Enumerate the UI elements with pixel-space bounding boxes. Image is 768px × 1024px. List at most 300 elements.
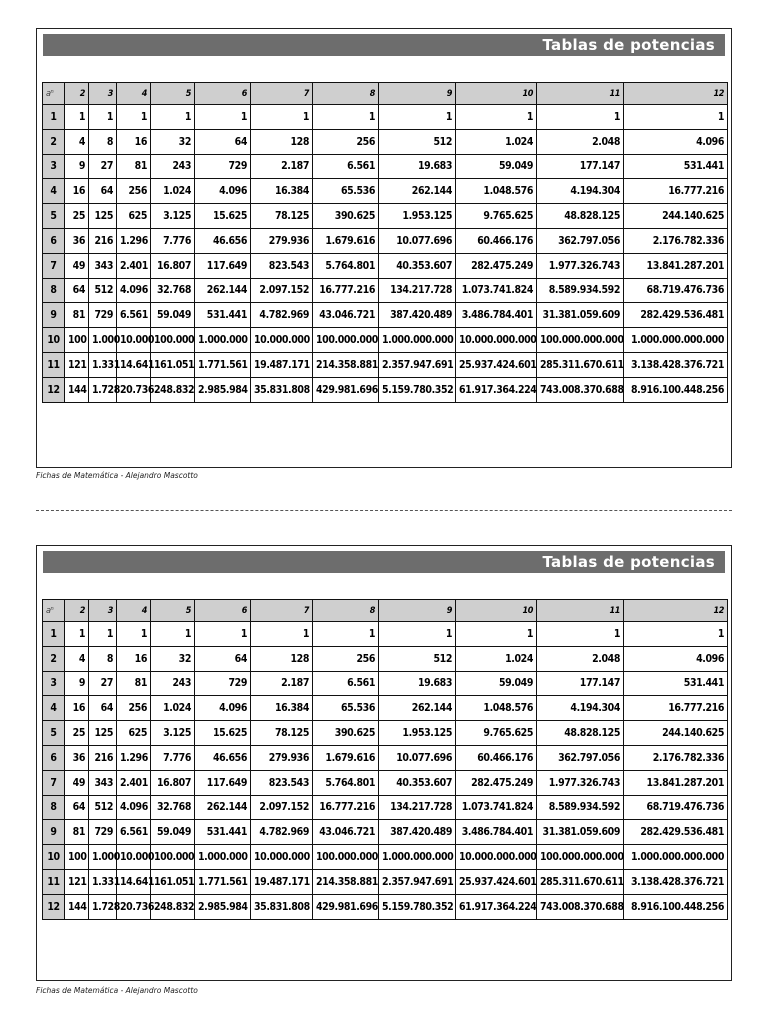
power-cell: 1	[151, 105, 195, 130]
power-cell: 68.719.476.736	[624, 278, 728, 303]
table-row	[43, 696, 728, 721]
power-cell: 64	[195, 129, 251, 154]
power-cell: 8	[89, 646, 117, 671]
power-cell: 8.589.934.592	[537, 278, 624, 303]
power-cell: 282.429.536.481	[624, 820, 728, 845]
power-cell: 32.768	[151, 278, 195, 303]
power-cell: 27	[89, 154, 117, 179]
power-cell: 1	[379, 105, 456, 130]
power-cell: 4.194.304	[537, 696, 624, 721]
power-cell: 729	[195, 671, 251, 696]
power-cell: 43.046.721	[313, 303, 379, 328]
power-cell: 7.776	[151, 228, 195, 253]
power-cell: 121	[65, 869, 89, 894]
power-cell: 1	[624, 622, 728, 647]
power-table	[42, 82, 728, 403]
base-header: 10	[43, 328, 65, 353]
power-cell: 1	[456, 105, 537, 130]
power-cell: 248.832	[151, 894, 195, 919]
power-cell: 1.000.000	[195, 845, 251, 870]
power-cell: 3.138.428.376.721	[624, 352, 728, 377]
table-row	[43, 820, 728, 845]
base-header: 2	[43, 129, 65, 154]
power-cell: 5.764.801	[313, 253, 379, 278]
power-cell: 134.217.728	[379, 795, 456, 820]
power-cell: 1.296	[117, 745, 151, 770]
power-cell: 1	[195, 105, 251, 130]
power-table-sheet-top	[36, 28, 732, 468]
power-cell: 10.000.000.000	[456, 845, 537, 870]
power-cell: 100.000	[151, 328, 195, 353]
power-cell: 9	[65, 154, 89, 179]
power-cell: 343	[89, 770, 117, 795]
power-cell: 390.625	[313, 721, 379, 746]
power-cell: 59.049	[151, 303, 195, 328]
base-header: 2	[43, 646, 65, 671]
power-cell: 1.728	[89, 894, 117, 919]
power-cell: 10.000.000.000	[456, 328, 537, 353]
power-cell: 531.441	[195, 303, 251, 328]
base-header: 7	[43, 770, 65, 795]
power-cell: 19.487.171	[251, 352, 313, 377]
power-cell: 121	[65, 352, 89, 377]
power-cell: 244.140.625	[624, 721, 728, 746]
power-cell: 729	[195, 154, 251, 179]
power-cell: 2.048	[537, 646, 624, 671]
table-row	[43, 845, 728, 870]
power-cell: 1.000.000.000.000	[624, 845, 728, 870]
table-row	[43, 105, 728, 130]
power-cell: 35.831.808	[251, 377, 313, 402]
power-cell: 729	[89, 303, 117, 328]
power-cell: 531.441	[624, 671, 728, 696]
power-cell: 65.536	[313, 179, 379, 204]
power-cell: 78.125	[251, 204, 313, 229]
power-cell: 1	[251, 105, 313, 130]
power-cell: 823.543	[251, 770, 313, 795]
power-cell: 16.384	[251, 179, 313, 204]
power-cell: 128	[251, 646, 313, 671]
power-cell: 4.096	[195, 179, 251, 204]
power-cell: 1.000.000.000	[379, 845, 456, 870]
power-cell: 10.000.000	[251, 328, 313, 353]
power-cell: 81	[117, 671, 151, 696]
power-cell: 4.096	[624, 646, 728, 671]
power-cell: 823.543	[251, 253, 313, 278]
power-cell: 429.981.696	[313, 377, 379, 402]
cut-line	[36, 510, 732, 511]
power-cell: 9	[65, 671, 89, 696]
power-cell: 1.977.326.743	[537, 253, 624, 278]
power-cell: 214.358.881	[313, 869, 379, 894]
power-cell: 144	[65, 894, 89, 919]
power-cell: 1.679.616	[313, 745, 379, 770]
power-cell: 1.000	[89, 328, 117, 353]
power-cell: 1.073.741.824	[456, 795, 537, 820]
power-cell: 78.125	[251, 721, 313, 746]
table-row	[43, 129, 728, 154]
power-cell: 64	[65, 278, 89, 303]
exponent-header: 8	[313, 83, 379, 105]
power-cell: 14.641	[117, 869, 151, 894]
power-cell: 16.807	[151, 253, 195, 278]
power-table-sheet-bottom	[36, 545, 732, 981]
table-row	[43, 646, 728, 671]
power-cell: 279.936	[251, 745, 313, 770]
power-cell: 2.985.984	[195, 894, 251, 919]
power-cell: 512	[379, 646, 456, 671]
power-cell: 19.487.171	[251, 869, 313, 894]
power-cell: 10.077.696	[379, 745, 456, 770]
power-cell: 5.159.780.352	[379, 377, 456, 402]
power-cell: 2.097.152	[251, 795, 313, 820]
power-cell: 1.024	[456, 646, 537, 671]
power-cell: 1.000.000.000	[379, 328, 456, 353]
power-cell: 4	[65, 646, 89, 671]
power-cell: 387.420.489	[379, 303, 456, 328]
power-cell: 1.048.576	[456, 179, 537, 204]
corner-label: aⁿ	[43, 600, 65, 622]
power-cell: 1.679.616	[313, 228, 379, 253]
power-cell: 387.420.489	[379, 820, 456, 845]
power-cell: 2.187	[251, 671, 313, 696]
power-cell: 10.000	[117, 328, 151, 353]
table-row	[43, 745, 728, 770]
power-cell: 35.831.808	[251, 894, 313, 919]
power-cell: 25	[65, 204, 89, 229]
power-cell: 256	[117, 179, 151, 204]
power-cell: 25.937.424.601	[456, 869, 537, 894]
base-header: 4	[43, 696, 65, 721]
base-header: 12	[43, 377, 65, 402]
power-cell: 743.008.370.688	[537, 377, 624, 402]
power-cell: 3.125	[151, 721, 195, 746]
power-cell: 64	[65, 795, 89, 820]
power-cell: 1.000	[89, 845, 117, 870]
power-cell: 20.736	[117, 377, 151, 402]
power-cell: 262.144	[195, 795, 251, 820]
power-cell: 2.401	[117, 770, 151, 795]
power-cell: 1	[65, 622, 89, 647]
base-header: 9	[43, 820, 65, 845]
power-cell: 32	[151, 646, 195, 671]
power-cell: 59.049	[456, 154, 537, 179]
power-cell: 117.649	[195, 770, 251, 795]
base-header: 8	[43, 795, 65, 820]
power-cell: 2.985.984	[195, 377, 251, 402]
power-cell: 81	[65, 820, 89, 845]
power-cell: 9.765.625	[456, 204, 537, 229]
exponent-header: 5	[151, 83, 195, 105]
power-cell: 1.771.561	[195, 352, 251, 377]
table-row	[43, 303, 728, 328]
table-row	[43, 894, 728, 919]
power-cell: 2.357.947.691	[379, 869, 456, 894]
exponent-header: 4	[117, 600, 151, 622]
power-cell: 16	[65, 179, 89, 204]
exponent-header: 9	[379, 600, 456, 622]
power-cell: 100	[65, 845, 89, 870]
power-cell: 36	[65, 228, 89, 253]
power-cell: 43.046.721	[313, 820, 379, 845]
power-cell: 216	[89, 228, 117, 253]
power-cell: 15.625	[195, 721, 251, 746]
power-cell: 64	[195, 646, 251, 671]
power-cell: 6.561	[117, 303, 151, 328]
power-cell: 65.536	[313, 696, 379, 721]
power-cell: 48.828.125	[537, 721, 624, 746]
power-cell: 40.353.607	[379, 253, 456, 278]
exponent-header: 8	[313, 600, 379, 622]
power-cell: 1	[89, 105, 117, 130]
power-cell: 49	[65, 253, 89, 278]
exponent-header: 3	[89, 83, 117, 105]
power-cell: 81	[117, 154, 151, 179]
power-cell: 1	[65, 105, 89, 130]
table-row	[43, 671, 728, 696]
power-cell: 16.807	[151, 770, 195, 795]
power-cell: 125	[89, 204, 117, 229]
table-row	[43, 377, 728, 402]
power-cell: 256	[117, 696, 151, 721]
table-row	[43, 179, 728, 204]
base-header: 11	[43, 869, 65, 894]
power-cell: 3.486.784.401	[456, 820, 537, 845]
power-cell: 4.096	[624, 129, 728, 154]
exponent-header: 10	[456, 600, 537, 622]
exponent-header: 12	[624, 600, 728, 622]
power-cell: 36	[65, 745, 89, 770]
power-cell: 81	[65, 303, 89, 328]
power-cell: 4.782.969	[251, 820, 313, 845]
power-cell: 59.049	[151, 820, 195, 845]
power-cell: 32.768	[151, 795, 195, 820]
power-cell: 1.953.125	[379, 721, 456, 746]
table-row	[43, 721, 728, 746]
exponent-header: 7	[251, 600, 313, 622]
exponent-header: 12	[624, 83, 728, 105]
exponent-header-row	[43, 83, 728, 105]
table-row	[43, 352, 728, 377]
power-cell: 13.841.287.201	[624, 253, 728, 278]
table-row	[43, 770, 728, 795]
power-cell: 429.981.696	[313, 894, 379, 919]
power-cell: 1.000.000	[195, 328, 251, 353]
base-header: 1	[43, 622, 65, 647]
power-cell: 625	[117, 204, 151, 229]
power-cell: 60.466.176	[456, 228, 537, 253]
power-cell: 125	[89, 721, 117, 746]
power-cell: 25.937.424.601	[456, 352, 537, 377]
exponent-header-row	[43, 600, 728, 622]
power-cell: 3.125	[151, 204, 195, 229]
power-cell: 177.147	[537, 154, 624, 179]
power-cell: 1	[624, 105, 728, 130]
power-cell: 2.401	[117, 253, 151, 278]
power-cell: 134.217.728	[379, 278, 456, 303]
power-cell: 49	[65, 770, 89, 795]
footer-credit: Fichas de Matemática - Alejandro Mascotto	[36, 986, 198, 995]
power-cell: 729	[89, 820, 117, 845]
power-cell: 64	[89, 696, 117, 721]
exponent-header: 11	[537, 83, 624, 105]
power-cell: 27	[89, 671, 117, 696]
power-cell: 248.832	[151, 377, 195, 402]
power-cell: 243	[151, 671, 195, 696]
power-cell: 61.917.364.224	[456, 894, 537, 919]
power-cell: 282.475.249	[456, 770, 537, 795]
power-cell: 1.024	[456, 129, 537, 154]
exponent-header: 2	[65, 83, 89, 105]
corner-label: aⁿ	[43, 83, 65, 105]
power-cell: 46.656	[195, 745, 251, 770]
power-cell: 531.441	[195, 820, 251, 845]
power-cell: 16	[117, 646, 151, 671]
power-cell: 1	[313, 622, 379, 647]
power-cell: 262.144	[379, 179, 456, 204]
power-cell: 362.797.056	[537, 745, 624, 770]
power-cell: 6.561	[313, 154, 379, 179]
power-cell: 1	[117, 105, 151, 130]
exponent-header: 6	[195, 83, 251, 105]
base-header: 6	[43, 228, 65, 253]
power-cell: 2.357.947.691	[379, 352, 456, 377]
power-cell: 4.096	[195, 696, 251, 721]
table-row	[43, 204, 728, 229]
power-cell: 8.916.100.448.256	[624, 377, 728, 402]
power-cell: 16.384	[251, 696, 313, 721]
power-cell: 1	[117, 622, 151, 647]
exponent-header: 5	[151, 600, 195, 622]
power-cell: 5.764.801	[313, 770, 379, 795]
power-cell: 2.187	[251, 154, 313, 179]
base-header: 3	[43, 671, 65, 696]
power-cell: 6.561	[117, 820, 151, 845]
power-cell: 4.782.969	[251, 303, 313, 328]
power-cell: 1.728	[89, 377, 117, 402]
table-row	[43, 228, 728, 253]
base-header: 7	[43, 253, 65, 278]
power-cell: 117.649	[195, 253, 251, 278]
base-header: 8	[43, 278, 65, 303]
power-cell: 10.000.000	[251, 845, 313, 870]
power-cell: 59.049	[456, 671, 537, 696]
power-cell: 2.176.782.336	[624, 228, 728, 253]
power-cell: 161.051	[151, 869, 195, 894]
exponent-header: 11	[537, 600, 624, 622]
power-cell: 4.096	[117, 795, 151, 820]
power-cell: 14.641	[117, 352, 151, 377]
power-cell: 1	[89, 622, 117, 647]
power-cell: 343	[89, 253, 117, 278]
power-cell: 16.777.216	[313, 795, 379, 820]
power-cell: 32	[151, 129, 195, 154]
power-cell: 46.656	[195, 228, 251, 253]
power-cell: 262.144	[195, 278, 251, 303]
power-cell: 4.096	[117, 278, 151, 303]
sheet-title: Tablas de potencias	[43, 551, 725, 573]
power-cell: 31.381.059.609	[537, 303, 624, 328]
power-cell: 1.048.576	[456, 696, 537, 721]
power-cell: 9.765.625	[456, 721, 537, 746]
power-cell: 1	[537, 105, 624, 130]
base-header: 1	[43, 105, 65, 130]
power-cell: 144	[65, 377, 89, 402]
power-cell: 8	[89, 129, 117, 154]
power-cell: 1	[379, 622, 456, 647]
power-cell: 625	[117, 721, 151, 746]
power-cell: 100.000.000	[313, 328, 379, 353]
power-cell: 1	[151, 622, 195, 647]
power-cell: 531.441	[624, 154, 728, 179]
power-cell: 1	[251, 622, 313, 647]
power-cell: 8.916.100.448.256	[624, 894, 728, 919]
power-cell: 1.000.000.000.000	[624, 328, 728, 353]
power-cell: 1.331	[89, 352, 117, 377]
power-cell: 285.311.670.611	[537, 869, 624, 894]
power-cell: 16	[117, 129, 151, 154]
base-header: 5	[43, 721, 65, 746]
power-cell: 512	[89, 278, 117, 303]
power-cell: 1	[195, 622, 251, 647]
power-cell: 3.138.428.376.721	[624, 869, 728, 894]
power-table	[42, 599, 728, 920]
power-cell: 279.936	[251, 228, 313, 253]
power-cell: 100	[65, 328, 89, 353]
power-cell: 31.381.059.609	[537, 820, 624, 845]
power-cell: 512	[89, 795, 117, 820]
exponent-header: 9	[379, 83, 456, 105]
power-cell: 4	[65, 129, 89, 154]
base-header: 12	[43, 894, 65, 919]
table-row	[43, 154, 728, 179]
table-row	[43, 869, 728, 894]
base-header: 3	[43, 154, 65, 179]
power-cell: 20.736	[117, 894, 151, 919]
power-cell: 16.777.216	[313, 278, 379, 303]
power-cell: 60.466.176	[456, 745, 537, 770]
power-cell: 390.625	[313, 204, 379, 229]
power-cell: 743.008.370.688	[537, 894, 624, 919]
exponent-header: 4	[117, 83, 151, 105]
power-cell: 282.429.536.481	[624, 303, 728, 328]
power-cell: 6.561	[313, 671, 379, 696]
power-cell: 68.719.476.736	[624, 795, 728, 820]
power-cell: 1	[456, 622, 537, 647]
power-cell: 362.797.056	[537, 228, 624, 253]
power-cell: 40.353.607	[379, 770, 456, 795]
table-row	[43, 253, 728, 278]
power-cell: 161.051	[151, 352, 195, 377]
power-cell: 8.589.934.592	[537, 795, 624, 820]
base-header: 10	[43, 845, 65, 870]
power-cell: 214.358.881	[313, 352, 379, 377]
power-cell: 1.331	[89, 869, 117, 894]
power-cell: 243	[151, 154, 195, 179]
base-header: 11	[43, 352, 65, 377]
power-cell: 1.024	[151, 179, 195, 204]
table-row	[43, 278, 728, 303]
power-cell: 7.776	[151, 745, 195, 770]
table-row	[43, 622, 728, 647]
power-cell: 100.000.000.000	[537, 328, 624, 353]
power-cell: 100.000	[151, 845, 195, 870]
power-cell: 256	[313, 129, 379, 154]
power-cell: 2.048	[537, 129, 624, 154]
base-header: 9	[43, 303, 65, 328]
power-cell: 19.683	[379, 671, 456, 696]
power-cell: 1	[537, 622, 624, 647]
